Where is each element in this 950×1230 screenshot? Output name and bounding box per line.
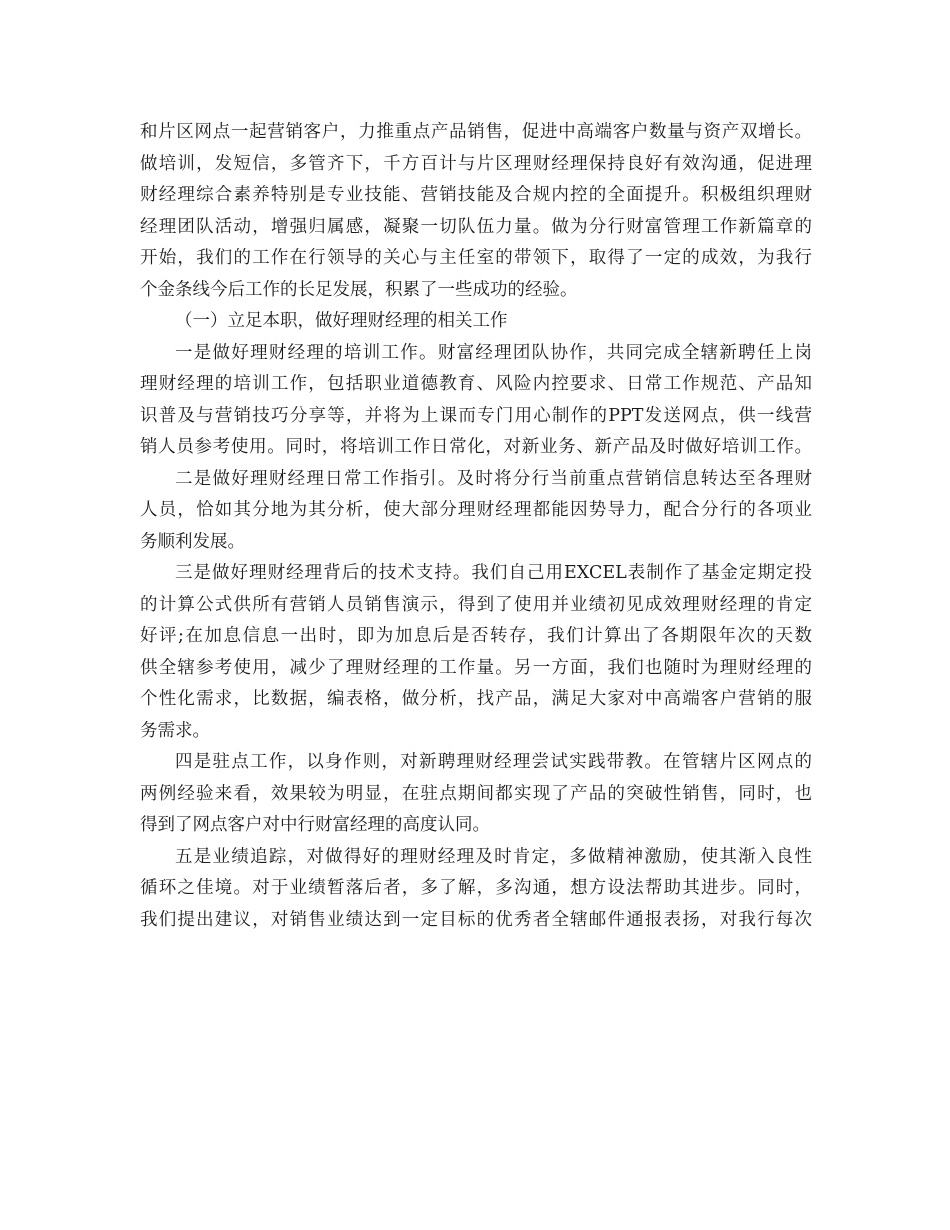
text-line: 两例经验来看，效果较为明显，在驻点期间都实现了产品的突破性销售，同时，也 xyxy=(140,783,812,804)
text-line: 人员，恰如其分地为其分析，使大部分理财经理都能因势导力，配合分行的各项业 xyxy=(140,500,812,520)
text-line: 开始，我们的工作在行领导的关心与主任室的带领下，取得了一定的成效，为我行 xyxy=(140,248,812,268)
text-line: 识普及与营销技巧分享等，并将为上课而专门用心制作的PPT发送网点，供一线营 xyxy=(140,405,812,426)
text-line: 好评;在加息信息一出时，即为加息后是否转存，我们计算出了各期限年次的天数 xyxy=(140,626,812,646)
text-line: 循环之佳境。对于业绩暂落后者，多了解，多沟通，想方设法帮助其进步。同时， xyxy=(140,878,812,898)
text-line: 销人员参考使用。同时，将培训工作日常化，对新业务、新产品及时做好培训工作。 xyxy=(140,437,812,457)
paragraph-first-line: 五是业绩追踪，对做得好的理财经理及时肯定，多做精神激励，使其渐入良性 xyxy=(175,846,812,867)
text-line: 供全辖参考使用，减少了理财经理的工作量。另一方面，我们也随时为理财经理的 xyxy=(140,657,812,678)
paragraph-first-line: 三是做好理财经理背后的技术支持。我们自己用EXCEL表制作了基金定期定投 xyxy=(175,563,812,583)
document-body xyxy=(140,117,812,936)
text-line: 我们提出建议，对销售业绩达到一定目标的优秀者全辖邮件通报表扬，对我行每次 xyxy=(140,909,812,930)
text-line: 个金条线今后工作的长足发展，积累了一些成功的经验。 xyxy=(140,279,578,300)
text-line: 经理团队活动，增强归属感，凝聚一切队伍力量。做为分行财富管理工作新篇章的 xyxy=(140,216,812,237)
paragraph-first-line: 四是驻点工作，以身作则，对新聘理财经理尝试实践带教。在管辖片区网点的 xyxy=(175,752,812,772)
paragraph-first-line: 一是做好理财经理的培训工作。财富经理团队协作，共同完成全辖新聘任上岗 xyxy=(175,342,812,363)
text-line: 得到了网点客户对中行财富经理的高度认同。 xyxy=(140,815,490,835)
paragraph-first-line: （一）立足本职，做好理财经理的相关工作 xyxy=(175,311,508,331)
paragraph-first-line: 二是做好理财经理日常工作指引。及时将分行当前重点营销信息转达至各理财 xyxy=(175,468,812,489)
text-line: 和片区网点一起营销客户，力推重点产品销售，促进中高端客户数量与资产双增长。 xyxy=(140,122,812,142)
text-line: 财经理综合素养特别是专业技能、营销技能及合规内控的全面提升。积极组织理财 xyxy=(140,185,812,205)
text-line: 的计算公式供所有营销人员销售演示，得到了使用并业绩初见成效理财经理的肯定 xyxy=(140,594,812,615)
text-line: 理财经理的培训工作，包括职业道德教育、风险内控要求、日常工作规范、产品知 xyxy=(140,374,812,394)
text-line: 做培训，发短信，多管齐下，千方百计与片区理财经理保持良好有效沟通，促进理 xyxy=(140,153,812,174)
text-line: 务需求。 xyxy=(140,720,210,741)
text-line: 务顺利发展。 xyxy=(140,531,245,552)
text-line: 个性化需求，比数据，编表格，做分析，找产品，满足大家对中高端客户营销的服 xyxy=(140,689,812,709)
